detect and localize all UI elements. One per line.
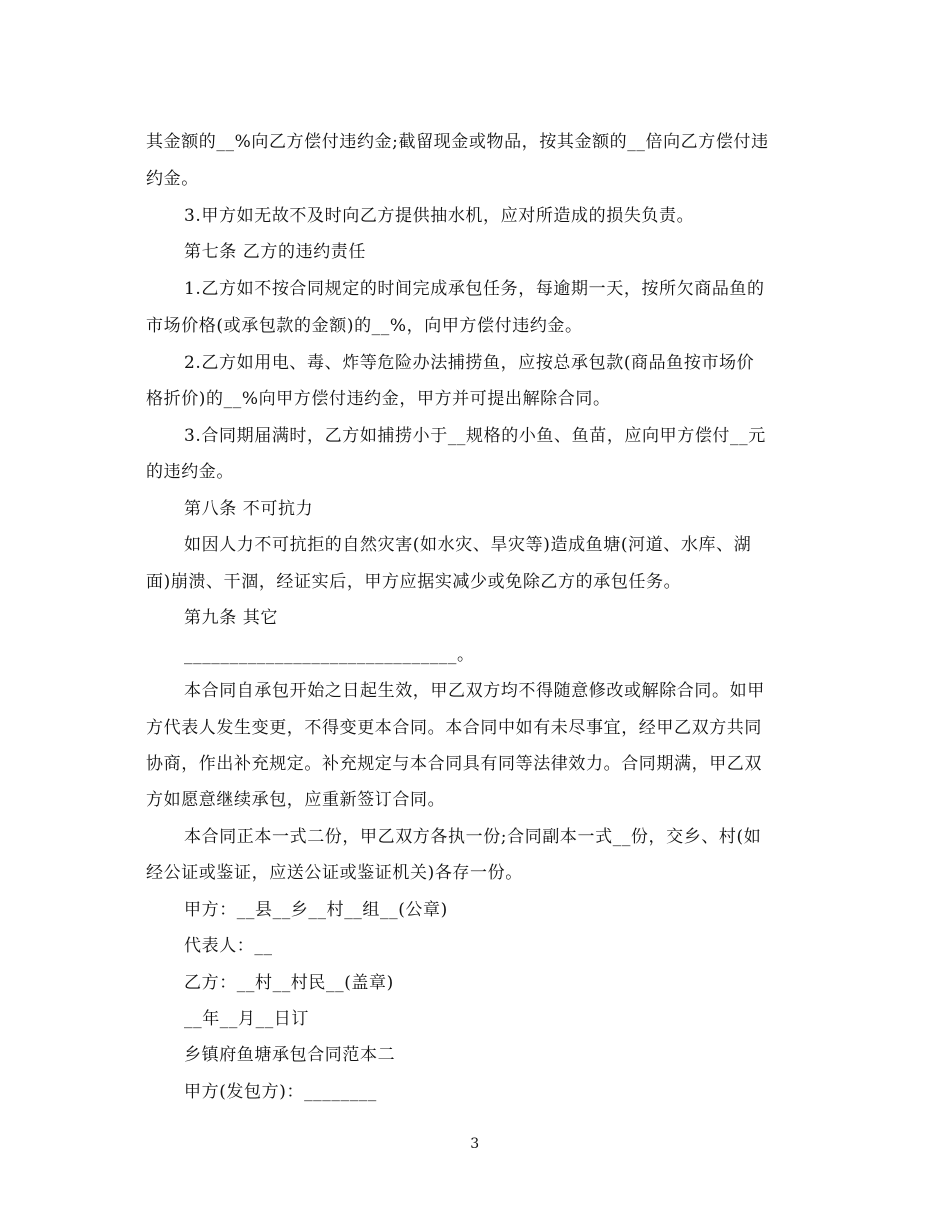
paragraph-line: 1.乙方如不按合同规定的时间完成承包任务，每逾期一天，按所欠商品鱼的 [184,279,765,299]
blank-line: ______________________________。 [184,645,475,665]
paragraph-line: 的违约金。 [146,462,234,482]
paragraph-line: 本合同自承包开始之日起生效，甲乙双方均不得随意修改或解除合同。如甲 [184,681,765,701]
paragraph-line: 约金。 [146,169,199,189]
section-heading: 第七条 乙方的违约责任 [184,242,367,262]
page-number: 3 [470,1136,480,1152]
section-heading: 第八条 不可抗力 [184,499,314,519]
paragraph-line: 3.甲方如无故不及时向乙方提供抽水机，应对所造成的损失负责。 [184,206,695,226]
paragraph-line: 面)崩溃、干涸，经证实后，甲方应据实减少或免除乙方的承包任务。 [146,572,682,592]
paragraph-line: 经公证或鉴证，应送公证或鉴证机关)各存一份。 [146,863,523,883]
paragraph-line: 3.合同期届满时，乙方如捕捞小于__规格的小鱼、鱼苗，应向甲方偿付__元 [184,426,766,446]
paragraph-line: 格折价)的__%向甲方偿付违约金，甲方并可提出解除合同。 [146,389,611,409]
paragraph-line: 如因人力不可抗拒的自然灾害(如水灾、旱灾等)造成鱼塘(河道、水库、湖 [184,535,752,555]
paragraph-line: 甲方(发包方)：________ [184,1082,377,1102]
paragraph-line: 本合同正本一式二份，甲乙双方各执一份;合同副本一式__份，交乡、村(如 [184,827,762,847]
signature-party-a: 甲方：__县__乡__村__组__(公章) [184,900,448,920]
paragraph-line: 方如愿意继续承包，应重新签订合同。 [146,790,446,810]
document-subtitle: 乡镇府鱼塘承包合同范本二 [184,1045,396,1065]
paragraph-line: 方代表人发生变更，不得变更本合同。本合同中如有未尽事宜，经甲乙双方共同 [146,718,762,738]
paragraph-line: 2.乙方如用电、毒、炸等危险办法捕捞鱼，应按总承包款(商品鱼按市场价 [184,353,755,373]
signature-date: __年__月__日订 [184,1009,309,1029]
signature-party-b: 乙方：__村__村民__(盖章) [184,973,394,993]
paragraph-line: 协商，作出补充规定。补充规定与本合同具有同等法律效力。合同期满，甲乙双 [146,754,762,774]
paragraph-line: 市场价格(或承包款的金额)的__%，向甲方偿付违约金。 [146,316,583,336]
paragraph-line: 其金额的__%向乙方偿付违约金;截留现金或物品，按其金额的__倍向乙方偿付违 [146,132,769,152]
signature-representative: 代表人：__ [184,936,273,956]
section-heading: 第九条 其它 [184,608,279,628]
